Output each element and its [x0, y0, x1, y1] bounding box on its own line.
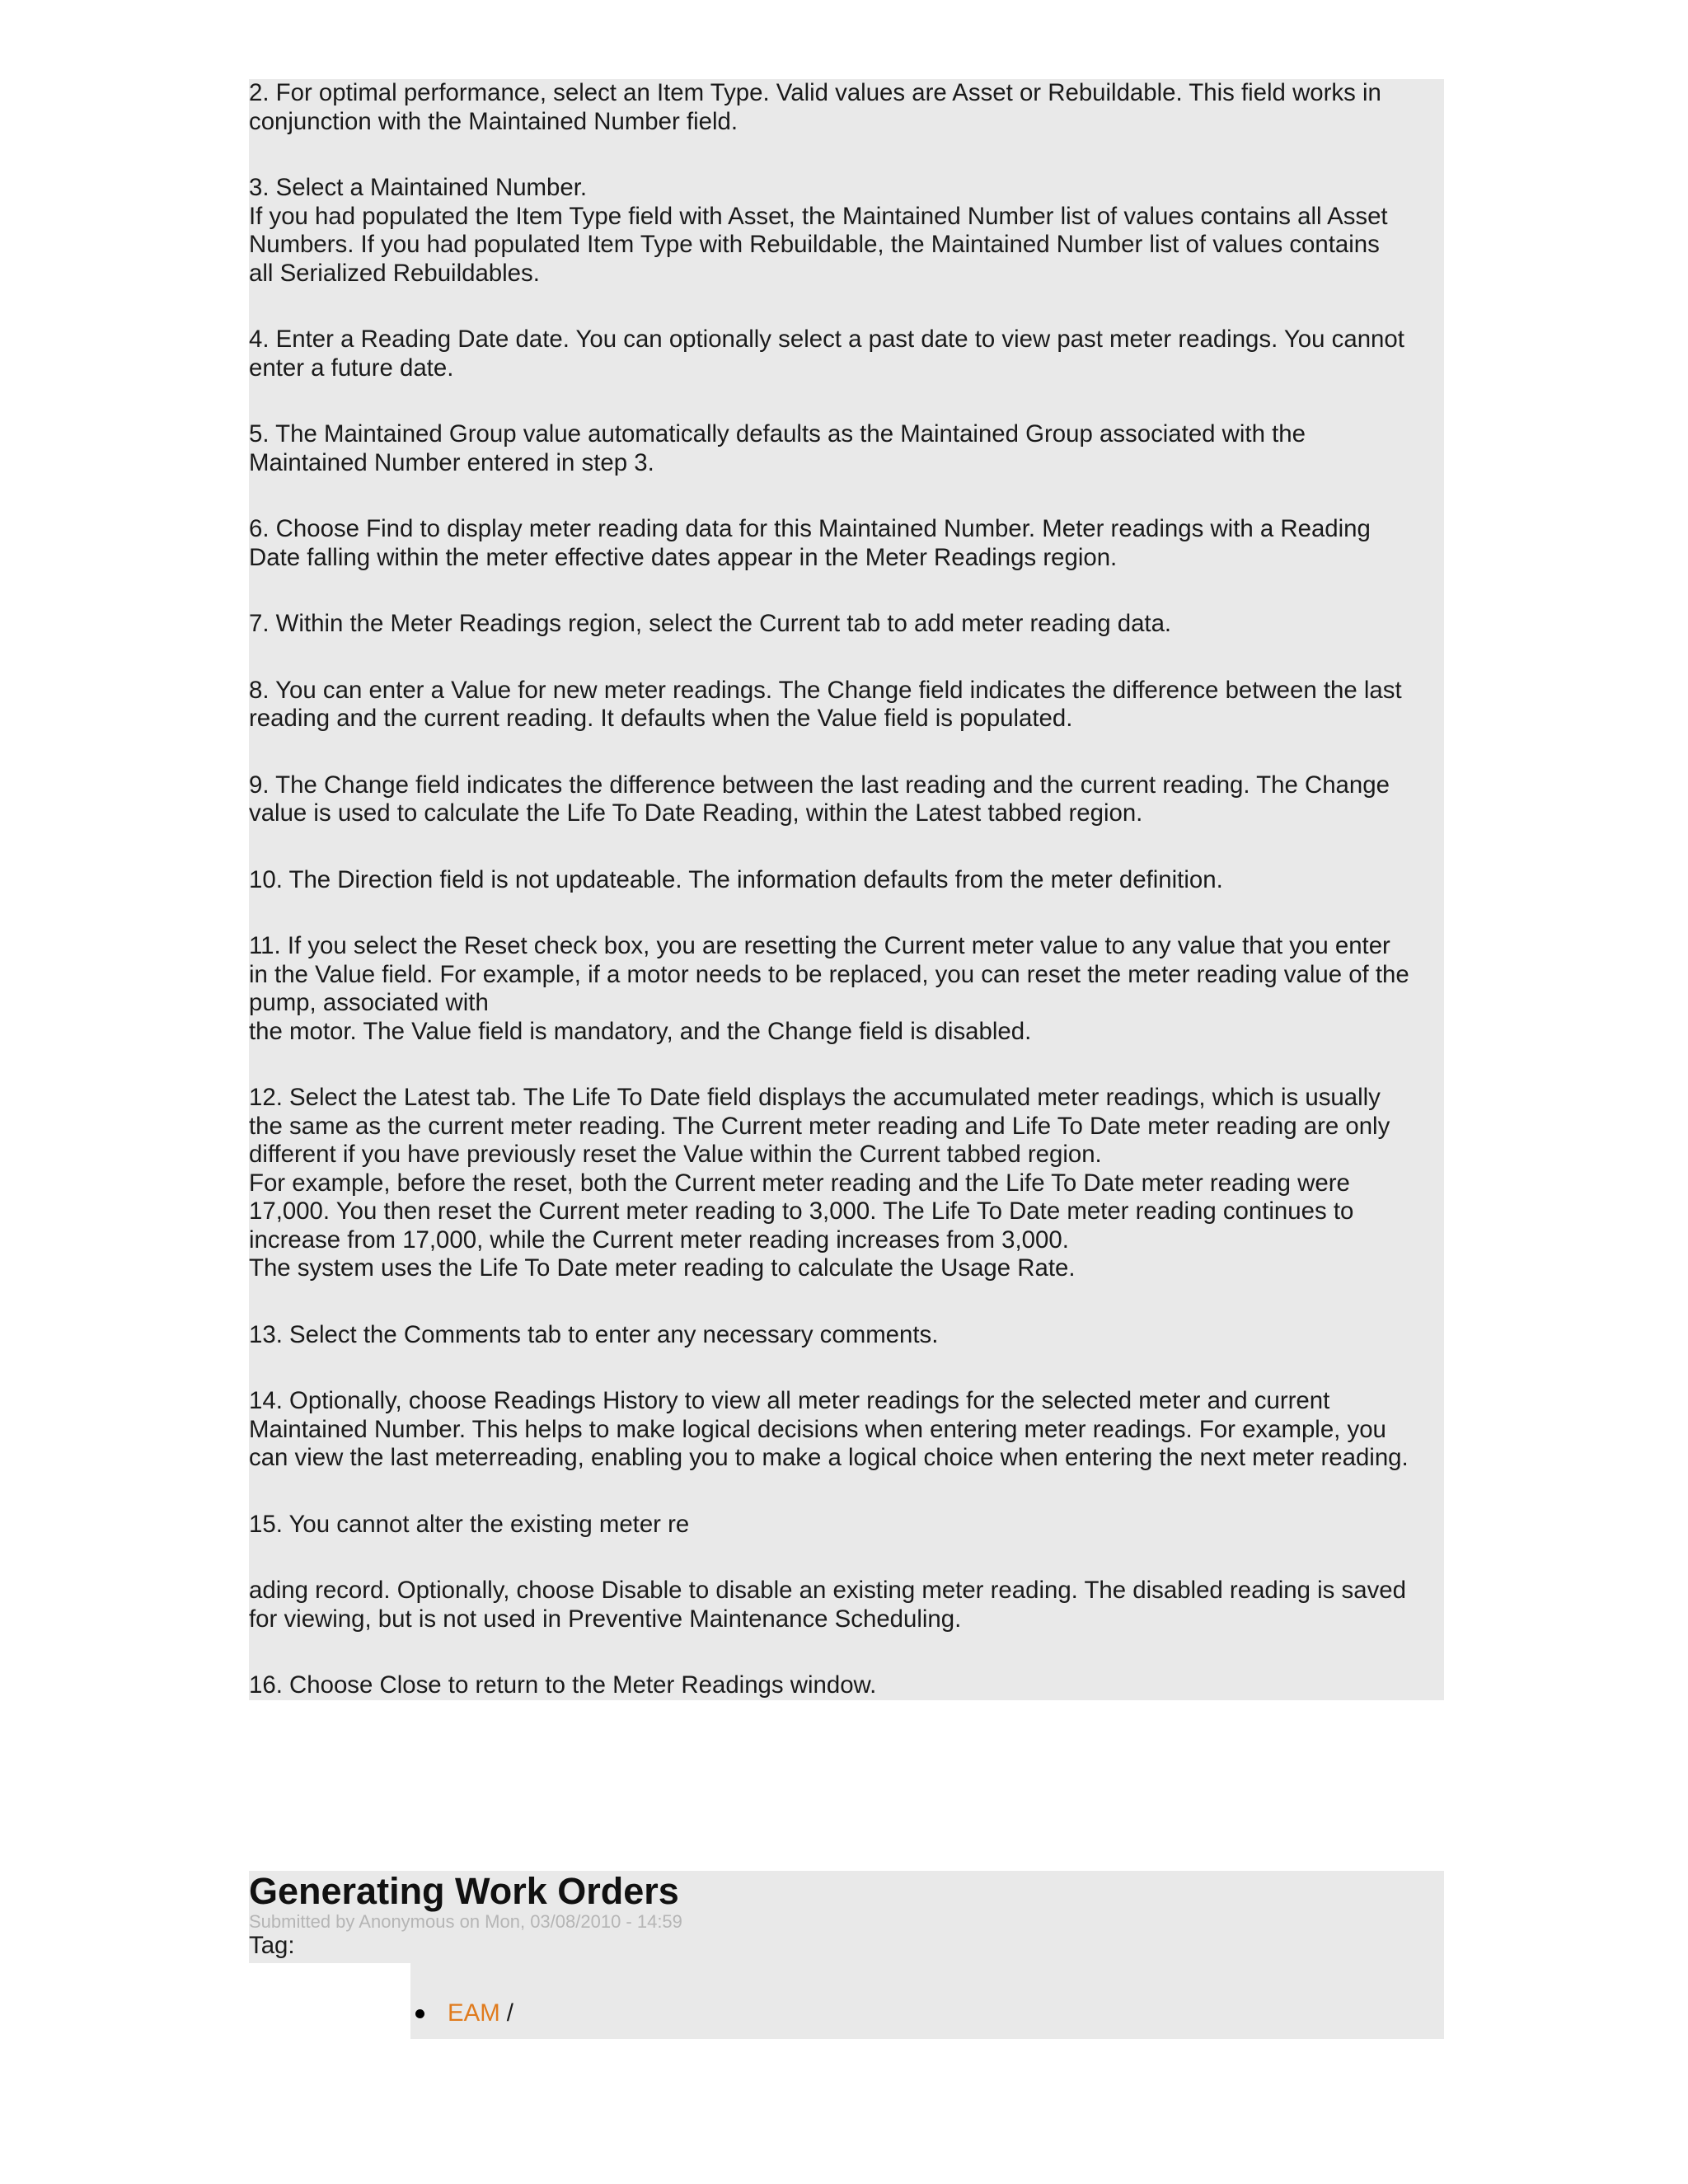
- step-paragraph: 16. Choose Close to return to the Meter Readings window.: [249, 1671, 877, 1699]
- bullet-icon: [415, 2009, 424, 2018]
- step-paragraph: 13. Select the Comments tab to enter any necessary comments.: [249, 1320, 939, 1348]
- step-paragraph: 8. You can enter a Value for new meter readings. The Change field indicates the difference between the last reading and the current reading. It defaults when the Value field is populated.: [249, 676, 1402, 732]
- step-paragraph: 15. You cannot alter the existing meter re: [249, 1510, 690, 1538]
- step-paragraph: 12. Select the Latest tab. The Life To Date field displays the accumulated meter readings, which is usually the same as the current meter reading. The Current meter reading and Life To Date meter reading are only different if you have previously reset the Value within the Current tabbed region. For example, before the reset, both the Current meter reading and the Life To Date meter reading were 17,000. You then reset the Current meter reading to 3,000. The Life To Date meter reading continues to increase from 17,000, while the Current meter reading increases from 3,000. The system uses the Life To Date meter reading to calculate the Usage Rate.: [249, 1084, 1390, 1282]
- step-paragraph: ading record. Optionally, choose Disable to disable an existing meter reading. The disabled reading is saved for viewing, but is not used in Preventive Maintenance Scheduling.: [249, 1577, 1406, 1633]
- step-paragraph: 7. Within the Meter Readings region, select the Current tab to add meter reading data.: [249, 610, 1172, 637]
- article-title[interactable]: Generating Work Orders: [249, 1870, 679, 1912]
- article-header: [249, 1871, 1444, 1963]
- step-paragraph: 5. The Maintained Group value automatically defaults as the Maintained Group associated with the Maintained Number entered in step 3.: [249, 420, 1306, 476]
- step-paragraph: 3. Select a Maintained Number. If you had populated the Item Type field with Asset, the Maintained Number list of values contains all Asset Numbers. If you had populated Item Type with Rebuildable, the Maintained Number list of values contains all Serialized Rebuildables.: [249, 174, 1388, 287]
- article-teaser: [249, 1871, 1444, 2039]
- step-paragraph: 11. If you select the Reset check box, you are resetting the Current meter value to any value that you enter in the Value field. For example, if a motor needs to be replaced, you can reset the meter reading value of the pump, associated with the motor. The Value field is mandatory, and the Change field is disabled.: [249, 932, 1409, 1045]
- step-paragraph: 14. Optionally, choose Readings History to view all meter readings for the selected meter and current Maintained Number. This helps to make logical decisions when entering meter readings. For example, you can view the last meterreading, enabling you to make a logical choice when entering the next meter reading.: [249, 1387, 1409, 1471]
- submitted-byline: Submitted by Anonymous on Mon, 03/08/2010 - 14:59: [249, 1911, 682, 1932]
- tag-link-eam[interactable]: EAM: [448, 1999, 500, 2027]
- instruction-steps: [249, 79, 1444, 1700]
- tag-separator: /: [506, 1999, 513, 2027]
- step-paragraph: 2. For optimal performance, select an Item Type. Valid values are Asset or Rebuildable. This field works in conjunction with the Maintained Number field.: [249, 79, 1381, 135]
- step-paragraph: 9. The Change field indicates the difference between the last reading and the current reading. The Change value is used to calculate the Life To Date Reading, within the Latest tabbed region.: [249, 771, 1390, 827]
- step-paragraph: 6. Choose Find to display meter reading data for this Maintained Number. Meter readings with a Reading Date falling within the meter effective dates appear in the Meter Readings region.: [249, 515, 1371, 571]
- tag-list-item: [410, 1999, 513, 2027]
- tag-list: [410, 1963, 1444, 2039]
- tag-label: Tag:: [249, 1932, 295, 1959]
- step-paragraph: 10. The Direction field is not updateable. The information defaults from the meter definition.: [249, 865, 1223, 893]
- step-paragraph: 4. Enter a Reading Date date. You can optionally select a past date to view past meter readings. You cannot enter a future date.: [249, 326, 1404, 382]
